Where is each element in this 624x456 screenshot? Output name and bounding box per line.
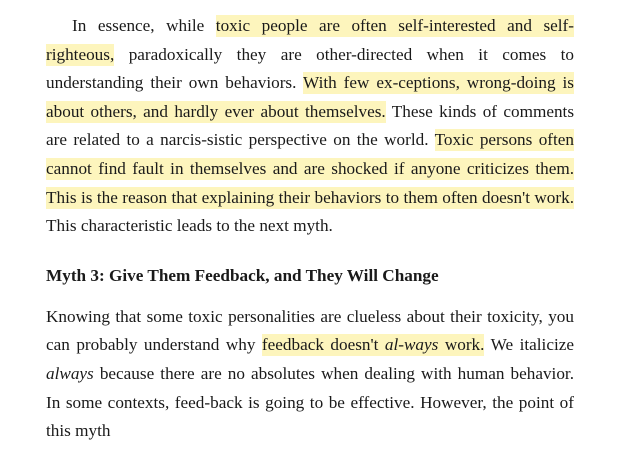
highlighted-text-run: With few ex-ceptions, wrong-doing is about others, and hardly ever about themselves. bbox=[46, 73, 574, 121]
text-run-plain: We italicize bbox=[484, 335, 574, 355]
text-run-plain: In essence, while bbox=[72, 16, 216, 35]
highlighted-text-run: feedback doesn't bbox=[261, 335, 385, 355]
paragraph-one bbox=[46, 12, 574, 241]
highlighted-italic-text-run: al-ways bbox=[384, 335, 439, 355]
text-run-plain: Knowing that some toxic personalities are clueless about their toxicity, you can probably understand why bbox=[46, 306, 574, 355]
highlighted-text-run: Toxic persons often cannot find fault in themselves and are shocked if anyone criticizes them. This is the reason that explaining their behaviors to them often doesn't work. bbox=[46, 130, 575, 207]
highlighted-text-run: toxic people are often self-interested and self-righteous, bbox=[46, 16, 574, 64]
section-heading: Myth 3: Give Them Feedback, and They Will Change bbox=[46, 265, 439, 285]
text-run-plain: because there are no absolutes when dealing with human behavior. In some contexts, feed-back is going to be effective. However, the point of this myth bbox=[46, 363, 574, 441]
paragraph-two bbox=[46, 303, 574, 446]
text-run-plain: This characteristic leads to the next myth. bbox=[46, 216, 333, 236]
text-run-plain: paradoxically they are other-directed when it comes to understanding their own behaviors. bbox=[46, 44, 574, 93]
text-run-plain: These kinds of comments are related to a narcis-sistic perspective on the world. bbox=[46, 101, 575, 150]
italic-text-run: always bbox=[46, 363, 94, 383]
highlighted-text-run: work. bbox=[438, 335, 485, 355]
